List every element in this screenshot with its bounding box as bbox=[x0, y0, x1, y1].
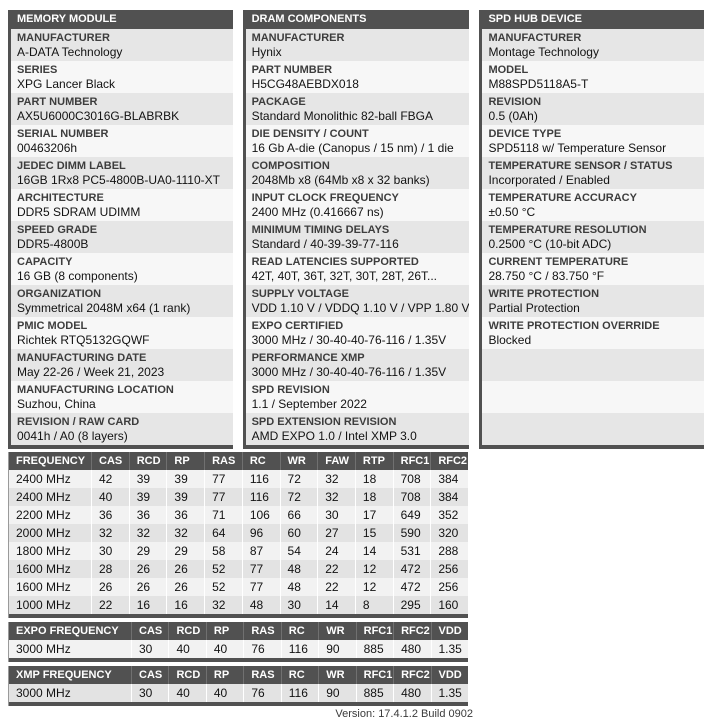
spec-field-label: SERIES bbox=[17, 64, 58, 76]
spec-field-label: READ LATENCIES SUPPORTED bbox=[251, 256, 419, 268]
timing-column-header: RCD bbox=[129, 452, 167, 470]
timing-cell: 66 bbox=[280, 506, 318, 524]
timing-cell: 39 bbox=[166, 488, 204, 506]
panel-body bbox=[246, 29, 470, 445]
xmp-column-header: CAS bbox=[131, 666, 168, 684]
spec-field-value: Hynix bbox=[251, 45, 282, 59]
spec-field bbox=[11, 157, 233, 189]
xmp-column-header: RFC1 bbox=[356, 666, 393, 684]
xmp-column-header: RFC2 bbox=[393, 666, 430, 684]
timing-cell: 2400 MHz bbox=[16, 472, 71, 486]
timing-row bbox=[9, 488, 468, 506]
spec-field-value: 16 Gb A-die (Canopus / 15 nm) / 1 die bbox=[251, 141, 454, 155]
timing-cell: 77 bbox=[242, 560, 280, 578]
xmp-column-header: VDD bbox=[431, 666, 468, 684]
spec-field bbox=[482, 61, 704, 93]
expo-cell: 116 bbox=[281, 640, 318, 658]
spec-field bbox=[246, 221, 470, 253]
expo-column-header: RP bbox=[206, 622, 243, 640]
timing-cell: 30 bbox=[280, 596, 318, 614]
timing-column-header: RP bbox=[166, 452, 204, 470]
expo-cell: 480 bbox=[393, 640, 430, 658]
expo-cell: 1.35 bbox=[431, 640, 468, 658]
spec-field-value: 2400 MHz (0.416667 ns) bbox=[251, 205, 384, 219]
timing-row bbox=[9, 542, 468, 560]
spec-field-label: MODEL bbox=[488, 64, 529, 76]
spec-field-label: SUPPLY VOLTAGE bbox=[251, 288, 349, 300]
xmp-row bbox=[9, 684, 468, 702]
timing-cell: 26 bbox=[91, 578, 129, 596]
timing-cell: 27 bbox=[317, 524, 355, 542]
timing-cell: 18 bbox=[355, 488, 393, 506]
spec-field-value: Incorporated / Enabled bbox=[488, 173, 610, 187]
spec-field-value: 16GB 1Rx8 PC5-4800B-UA0-1110-XT bbox=[17, 173, 220, 187]
spec-field-label: REVISION / RAW CARD bbox=[17, 416, 140, 428]
spec-field bbox=[482, 413, 704, 445]
spec-field-value: Standard / 40-39-39-77-116 bbox=[251, 237, 399, 251]
spec-field bbox=[246, 61, 470, 93]
spec-field-value: VDD 1.10 V / VDDQ 1.10 V / VPP 1.80 V bbox=[251, 301, 470, 315]
spec-field bbox=[11, 349, 233, 381]
timing-column-header: CAS bbox=[91, 452, 129, 470]
xmp-column-header: RCD bbox=[168, 666, 205, 684]
spec-field-value: 00463206h bbox=[17, 141, 78, 155]
spec-field bbox=[246, 29, 470, 61]
spec-field-value: 0041h / A0 (8 layers) bbox=[17, 429, 128, 443]
spec-field-label: INPUT CLOCK FREQUENCY bbox=[251, 192, 399, 204]
timing-cell: 14 bbox=[317, 596, 355, 614]
timing-cell: 16 bbox=[166, 596, 204, 614]
timing-row bbox=[9, 578, 468, 596]
timing-cell: 32 bbox=[317, 488, 355, 506]
timing-table-header bbox=[9, 452, 468, 470]
timing-row bbox=[9, 524, 468, 542]
timing-cell: 60 bbox=[280, 524, 318, 542]
timing-cell: 22 bbox=[91, 596, 129, 614]
expo-cell: 3000 MHz bbox=[16, 642, 71, 656]
spec-field-value: DDR5-4800B bbox=[17, 237, 89, 251]
spec-field bbox=[11, 221, 233, 253]
spec-field-value: M88SPD5118A5-T bbox=[488, 77, 589, 91]
timing-row bbox=[9, 506, 468, 524]
spec-field-label: MANUFACTURING DATE bbox=[17, 352, 147, 364]
timing-cell: 32 bbox=[91, 524, 129, 542]
spec-field-value: Suzhou, China bbox=[17, 397, 96, 411]
timing-column-header: RTP bbox=[355, 452, 393, 470]
expo-column-header: EXPO FREQUENCY bbox=[16, 625, 119, 637]
panel-title: SPD HUB DEVICE bbox=[482, 10, 704, 29]
spec-field bbox=[246, 381, 470, 413]
spec-field-label: DEVICE TYPE bbox=[488, 128, 562, 140]
spec-field bbox=[246, 93, 470, 125]
spec-field-value: A-DATA Technology bbox=[17, 45, 123, 59]
timing-cell: 32 bbox=[317, 470, 355, 488]
spec-field-label: SPD EXTENSION REVISION bbox=[251, 416, 397, 428]
spec-field bbox=[482, 29, 704, 61]
spec-panel bbox=[243, 10, 470, 449]
spec-field-label: REVISION bbox=[488, 96, 542, 108]
timing-cell: 1600 MHz bbox=[16, 562, 71, 576]
spec-field bbox=[482, 317, 704, 349]
timing-cell: 384 bbox=[430, 488, 468, 506]
expo-cell: 40 bbox=[206, 640, 243, 658]
expo-column-header: WR bbox=[318, 622, 355, 640]
timing-column-header: RFC1 bbox=[393, 452, 431, 470]
spec-field bbox=[246, 349, 470, 381]
timing-column-header: RFC2 bbox=[430, 452, 468, 470]
spec-field bbox=[246, 285, 470, 317]
timing-cell: 48 bbox=[280, 560, 318, 578]
spec-field-value: Standard Monolithic 82-ball FBGA bbox=[251, 109, 433, 123]
spec-field bbox=[11, 125, 233, 157]
timing-cell: 116 bbox=[242, 488, 280, 506]
timing-cell: 52 bbox=[204, 578, 242, 596]
timing-cell: 352 bbox=[430, 506, 468, 524]
spec-field bbox=[11, 413, 233, 445]
timing-cell: 15 bbox=[355, 524, 393, 542]
timing-cell: 18 bbox=[355, 470, 393, 488]
expo-column-header: RC bbox=[281, 622, 318, 640]
spec-field bbox=[482, 381, 704, 413]
xmp-cell: 40 bbox=[206, 684, 243, 702]
timing-column-header: WR bbox=[280, 452, 318, 470]
expo-column-header: RFC1 bbox=[356, 622, 393, 640]
spec-field bbox=[246, 125, 470, 157]
timing-cell: 58 bbox=[204, 542, 242, 560]
timing-cell: 472 bbox=[393, 578, 431, 596]
xmp-table-header bbox=[9, 666, 468, 684]
timing-cell: 29 bbox=[166, 542, 204, 560]
xmp-cell: 30 bbox=[131, 684, 168, 702]
table-bottom-bar bbox=[9, 702, 468, 706]
xmp-cell: 76 bbox=[243, 684, 280, 702]
spec-field-value: 1.1 / September 2022 bbox=[251, 397, 367, 411]
spec-field-label: PART NUMBER bbox=[251, 64, 333, 76]
spec-field-label: CAPACITY bbox=[17, 256, 73, 268]
spec-field-label: COMPOSITION bbox=[251, 160, 330, 172]
spec-field-value: ±0.50 °C bbox=[488, 205, 536, 219]
spec-field-value: 16 GB (8 components) bbox=[17, 269, 138, 283]
timing-column-header: FAW bbox=[317, 452, 355, 470]
spec-field bbox=[246, 317, 470, 349]
timing-row bbox=[9, 470, 468, 488]
spec-field-value: AMD EXPO 1.0 / Intel XMP 3.0 bbox=[251, 429, 417, 443]
expo-column-header: CAS bbox=[131, 622, 168, 640]
timing-cell: 96 bbox=[242, 524, 280, 542]
spec-field-label: WRITE PROTECTION OVERRIDE bbox=[488, 320, 660, 332]
xmp-cell: 480 bbox=[393, 684, 430, 702]
spec-field-label: EXPO CERTIFIED bbox=[251, 320, 344, 332]
spec-field-value: Blocked bbox=[488, 333, 532, 347]
timing-cell: 32 bbox=[204, 596, 242, 614]
expo-row bbox=[9, 640, 468, 658]
spec-field-value: DDR5 SDRAM UDIMM bbox=[17, 205, 141, 219]
timing-cell: 288 bbox=[430, 542, 468, 560]
timing-cell: 1600 MHz bbox=[16, 580, 71, 594]
timing-column-header: FREQUENCY bbox=[16, 455, 86, 467]
timing-cell: 77 bbox=[242, 578, 280, 596]
spec-field bbox=[246, 157, 470, 189]
timing-cell: 590 bbox=[393, 524, 431, 542]
timing-cell: 42 bbox=[91, 470, 129, 488]
xmp-cell: 1.35 bbox=[431, 684, 468, 702]
timing-cell: 22 bbox=[317, 578, 355, 596]
spec-field-value: 0.2500 °C (10-bit ADC) bbox=[488, 237, 612, 251]
timing-cell: 256 bbox=[430, 560, 468, 578]
timing-cell: 29 bbox=[129, 542, 167, 560]
timing-cell: 40 bbox=[91, 488, 129, 506]
xmp-column-header: WR bbox=[318, 666, 355, 684]
timing-cell: 36 bbox=[91, 506, 129, 524]
spec-field bbox=[482, 125, 704, 157]
spec-panel bbox=[479, 10, 704, 449]
timing-cell: 2000 MHz bbox=[16, 526, 71, 540]
timing-cell: 64 bbox=[204, 524, 242, 542]
timing-cell: 106 bbox=[242, 506, 280, 524]
spec-field bbox=[11, 381, 233, 413]
spec-field-value: 28.750 °C / 83.750 °F bbox=[488, 269, 605, 283]
timing-cell: 36 bbox=[166, 506, 204, 524]
timing-cell: 160 bbox=[430, 596, 468, 614]
spec-field bbox=[482, 93, 704, 125]
spec-field-value: AX5U6000C3016G-BLABRBK bbox=[17, 109, 180, 123]
xmp-cell: 116 bbox=[281, 684, 318, 702]
spec-field-value: XPG Lancer Black bbox=[17, 77, 116, 91]
timing-cell: 52 bbox=[204, 560, 242, 578]
expo-column-header: RFC2 bbox=[393, 622, 430, 640]
xmp-column-header: RAS bbox=[243, 666, 280, 684]
timing-cell: 1800 MHz bbox=[16, 544, 71, 558]
expo-cell: 40 bbox=[168, 640, 205, 658]
expo-table-body bbox=[9, 640, 468, 658]
timing-cell: 17 bbox=[355, 506, 393, 524]
timing-cell: 708 bbox=[393, 470, 431, 488]
xmp-table-body bbox=[9, 684, 468, 702]
spec-field-label: MANUFACTURER bbox=[251, 32, 345, 44]
spec-field-label: JEDEC DIMM LABEL bbox=[17, 160, 126, 172]
timing-table-body bbox=[9, 470, 468, 614]
spec-field bbox=[482, 285, 704, 317]
timing-cell: 12 bbox=[355, 560, 393, 578]
spec-field-label: MANUFACTURING LOCATION bbox=[17, 384, 174, 396]
timing-cell: 30 bbox=[91, 542, 129, 560]
spec-field-value: 0.5 (0Ah) bbox=[488, 109, 538, 123]
spec-field-value: 3000 MHz / 30-40-40-76-116 / 1.35V bbox=[251, 365, 447, 379]
timing-cell: 71 bbox=[204, 506, 242, 524]
spec-field bbox=[11, 317, 233, 349]
spec-field bbox=[482, 253, 704, 285]
spec-field-value: SPD5118 w/ Temperature Sensor bbox=[488, 141, 667, 155]
timing-cell: 26 bbox=[166, 578, 204, 596]
timing-column-header: RAS bbox=[204, 452, 242, 470]
timing-cell: 116 bbox=[242, 470, 280, 488]
timing-cell: 320 bbox=[430, 524, 468, 542]
expo-column-header: VDD bbox=[431, 622, 468, 640]
spec-panel bbox=[8, 10, 233, 449]
spec-field-label: SPEED GRADE bbox=[17, 224, 98, 236]
spec-panels bbox=[8, 10, 704, 449]
xmp-column-header: RC bbox=[281, 666, 318, 684]
xmp-cell: 3000 MHz bbox=[16, 686, 71, 700]
panel-bottom-bar bbox=[246, 445, 470, 449]
expo-column-header: RAS bbox=[243, 622, 280, 640]
xmp-column-header: RP bbox=[206, 666, 243, 684]
expo-table-header bbox=[9, 622, 468, 640]
expo-column-header: RCD bbox=[168, 622, 205, 640]
spec-field bbox=[482, 221, 704, 253]
panel-body bbox=[482, 29, 704, 445]
spec-field-label: PERFORMANCE XMP bbox=[251, 352, 365, 364]
spec-field-value: Partial Protection bbox=[488, 301, 580, 315]
timing-cell: 26 bbox=[129, 578, 167, 596]
spec-field-label: PART NUMBER bbox=[17, 96, 98, 108]
timing-row bbox=[9, 560, 468, 578]
spec-field bbox=[246, 253, 470, 285]
timing-cell: 256 bbox=[430, 578, 468, 596]
spec-field-label: MANUFACTURER bbox=[17, 32, 110, 44]
timing-cell: 48 bbox=[242, 596, 280, 614]
timing-cell: 14 bbox=[355, 542, 393, 560]
spec-field bbox=[11, 189, 233, 221]
spec-field-label: TEMPERATURE RESOLUTION bbox=[488, 224, 647, 236]
timing-column-header: RC bbox=[242, 452, 280, 470]
timing-cell: 72 bbox=[280, 470, 318, 488]
timing-cell: 24 bbox=[317, 542, 355, 560]
timing-cell: 32 bbox=[166, 524, 204, 542]
xmp-cell: 885 bbox=[356, 684, 393, 702]
timing-cell: 12 bbox=[355, 578, 393, 596]
spec-field-label: MINIMUM TIMING DELAYS bbox=[251, 224, 390, 236]
timing-cell: 649 bbox=[393, 506, 431, 524]
timing-cell: 77 bbox=[204, 470, 242, 488]
expo-table bbox=[8, 622, 468, 662]
timing-cell: 77 bbox=[204, 488, 242, 506]
spec-field-label: MANUFACTURER bbox=[488, 32, 582, 44]
expo-cell: 90 bbox=[318, 640, 355, 658]
table-bottom-bar bbox=[9, 614, 468, 618]
timing-cell: 26 bbox=[166, 560, 204, 578]
panel-bottom-bar bbox=[482, 445, 704, 449]
expo-cell: 76 bbox=[243, 640, 280, 658]
spec-field bbox=[11, 253, 233, 285]
timing-cell: 39 bbox=[129, 470, 167, 488]
spec-field-label: SPD REVISION bbox=[251, 384, 330, 396]
timing-cell: 708 bbox=[393, 488, 431, 506]
timing-cell: 2200 MHz bbox=[16, 508, 71, 522]
spec-field-label: TEMPERATURE SENSOR / STATUS bbox=[488, 160, 673, 172]
timing-cell: 39 bbox=[129, 488, 167, 506]
timing-cell: 384 bbox=[430, 470, 468, 488]
spec-field-label: ORGANIZATION bbox=[17, 288, 102, 300]
timing-cell: 2400 MHz bbox=[16, 490, 71, 504]
expo-cell: 30 bbox=[131, 640, 168, 658]
spec-field-value: Richtek RTQ5132GQWF bbox=[17, 333, 150, 347]
timing-cell: 26 bbox=[129, 560, 167, 578]
panel-title: DRAM COMPONENTS bbox=[246, 10, 470, 29]
xmp-cell: 90 bbox=[318, 684, 355, 702]
version-text: Version: 17.4.1.2 Build 0902 bbox=[335, 708, 473, 720]
spec-field-value: May 22-26 / Week 21, 2023 bbox=[17, 365, 165, 379]
spec-field-label: WRITE PROTECTION bbox=[488, 288, 600, 300]
timing-cell: 531 bbox=[393, 542, 431, 560]
spec-field-label: TEMPERATURE ACCURACY bbox=[488, 192, 637, 204]
timing-cell: 32 bbox=[129, 524, 167, 542]
spec-field-label: CURRENT TEMPERATURE bbox=[488, 256, 629, 268]
jedec-timing-table bbox=[8, 452, 468, 618]
spec-field-value: Montage Technology bbox=[488, 45, 599, 59]
spec-field-value: 2048Mb x8 (64Mb x8 x 32 banks) bbox=[251, 173, 430, 187]
xmp-cell: 40 bbox=[168, 684, 205, 702]
spec-field bbox=[482, 157, 704, 189]
timing-cell: 72 bbox=[280, 488, 318, 506]
spec-field bbox=[11, 285, 233, 317]
spec-field bbox=[11, 93, 233, 125]
spec-field bbox=[482, 349, 704, 381]
timing-cell: 36 bbox=[129, 506, 167, 524]
timing-cell: 30 bbox=[317, 506, 355, 524]
timing-cell: 472 bbox=[393, 560, 431, 578]
spec-field-value: 42T, 40T, 36T, 32T, 30T, 28T, 26T... bbox=[251, 269, 438, 283]
expo-cell: 885 bbox=[356, 640, 393, 658]
xmp-table bbox=[8, 666, 468, 706]
timing-cell: 87 bbox=[242, 542, 280, 560]
timing-cell: 1000 MHz bbox=[16, 598, 71, 612]
spec-field-label: DIE DENSITY / COUNT bbox=[251, 128, 369, 140]
spec-field bbox=[246, 189, 470, 221]
spec-field-label: PACKAGE bbox=[251, 96, 306, 108]
spec-field-value: 3000 MHz / 30-40-40-76-116 / 1.35V bbox=[251, 333, 447, 347]
spec-field bbox=[246, 413, 470, 445]
timing-cell: 48 bbox=[280, 578, 318, 596]
timing-row bbox=[9, 596, 468, 614]
timing-cell: 8 bbox=[355, 596, 393, 614]
spec-field-value: Symmetrical 2048M x64 (1 rank) bbox=[17, 301, 191, 315]
timing-cell: 28 bbox=[91, 560, 129, 578]
timing-cell: 39 bbox=[166, 470, 204, 488]
spec-field-label: PMIC MODEL bbox=[17, 320, 88, 332]
timing-cell: 22 bbox=[317, 560, 355, 578]
panel-title: MEMORY MODULE bbox=[11, 10, 233, 29]
xmp-column-header: XMP FREQUENCY bbox=[16, 669, 112, 681]
spec-field-label: SERIAL NUMBER bbox=[17, 128, 109, 140]
spec-field bbox=[11, 61, 233, 93]
timing-cell: 16 bbox=[129, 596, 167, 614]
panel-body bbox=[11, 29, 233, 445]
table-bottom-bar bbox=[9, 658, 468, 662]
timing-cell: 295 bbox=[393, 596, 431, 614]
spec-field bbox=[482, 189, 704, 221]
panel-bottom-bar bbox=[11, 445, 233, 449]
spec-field-value: H5CG48AEBDX018 bbox=[251, 77, 359, 91]
spec-field-label: ARCHITECTURE bbox=[17, 192, 104, 204]
timing-cell: 54 bbox=[280, 542, 318, 560]
spec-field bbox=[11, 29, 233, 61]
